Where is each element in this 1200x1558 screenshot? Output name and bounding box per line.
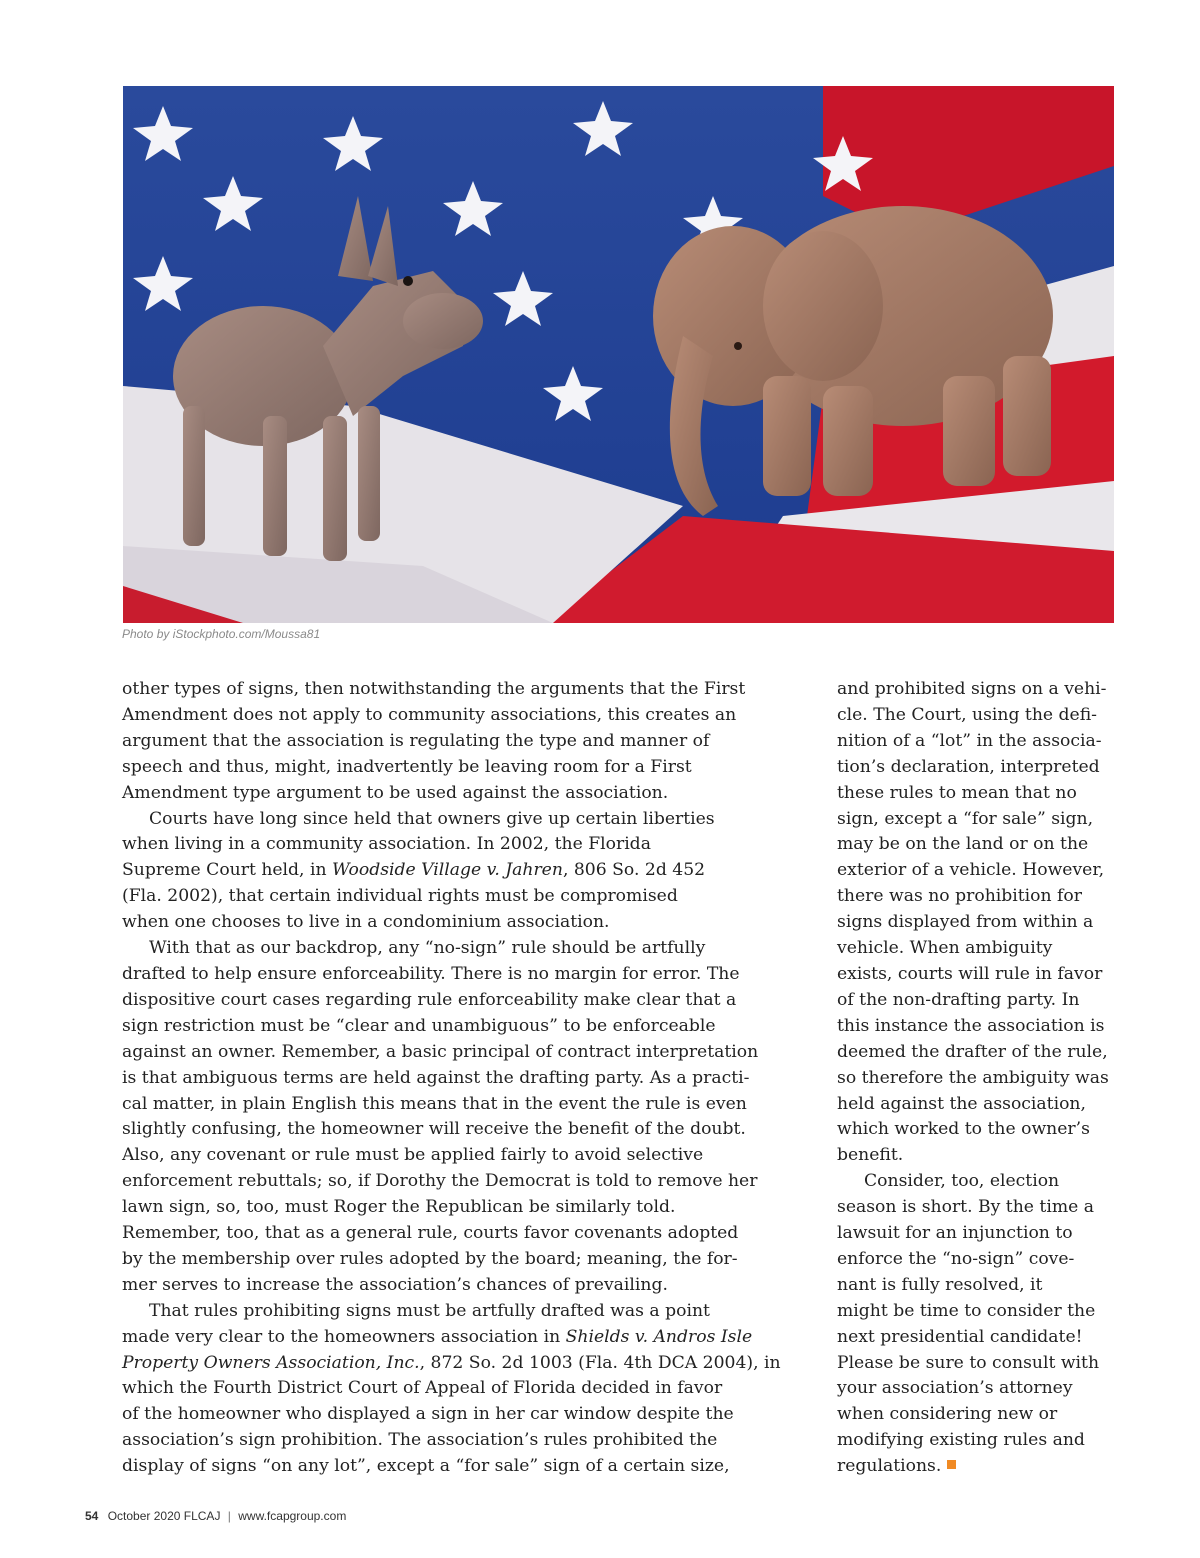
text-line: (Fla. 2002), that certain individual rights must be compromised (122, 886, 678, 907)
text-line: signs displayed from within a (837, 912, 1094, 933)
text-line: deemed the drafter of the rule, (837, 1041, 1108, 1062)
text-line: drafted to help ensure enforceability. There is no margin for error. The (122, 963, 740, 984)
text-line: when considering new or (837, 1404, 1058, 1425)
text-line: held against the association, (837, 1093, 1086, 1114)
article-column-right (837, 677, 1119, 1480)
paragraph (122, 807, 752, 937)
text-line: is that ambiguous terms are held against the drafting party. As a practi- (122, 1067, 750, 1088)
text-line: these rules to mean that no (837, 782, 1077, 803)
text-line: next presidential candidate! (837, 1326, 1083, 1347)
text-line: tion’s declaration, interpreted (837, 756, 1100, 777)
text-line: of the homeowner who displayed a sign in her car window despite the (122, 1404, 734, 1425)
photo-credit: Photo by iStockphoto.com/Moussa81 (122, 627, 321, 641)
paragraph (122, 936, 759, 1299)
issue-date: October 2020 (107, 1509, 181, 1523)
text-line: might be time to consider the (837, 1300, 1096, 1321)
text-line: may be on the land or on the (837, 834, 1089, 855)
text-line: mer serves to increase the association’s chances of prevailing. (122, 1274, 668, 1295)
article-photo (123, 86, 1114, 623)
case-citation: Woodside Village v. Jahren (332, 860, 563, 881)
paragraph (837, 1169, 1119, 1480)
text-line: nition of a “lot” in the associa- (837, 730, 1102, 751)
text-line: Also, any covenant or rule must be applied fairly to avoid selective (122, 1145, 704, 1166)
page-footer (85, 1509, 346, 1523)
text-line: modifying existing rules and (837, 1430, 1085, 1451)
text-line: there was no prohibition for (837, 886, 1082, 907)
page-number: 54 (85, 1509, 99, 1523)
text-line: Remember, too, that as a general rule, courts favor covenants adopted (122, 1223, 739, 1244)
text-line: display of signs “on any lot”, except a “for sale” sign of a certain size, (122, 1456, 730, 1477)
text-line (122, 1325, 752, 1351)
text-line: Please be sure to consult with (837, 1352, 1100, 1373)
text-line: enforce the “no-sign” cove- (837, 1248, 1075, 1269)
text-line: argument that the association is regulating the type and manner of (122, 730, 710, 751)
text-line: That rules prohibiting signs must be artfully drafted was a point (149, 1300, 710, 1321)
text-line (122, 1351, 781, 1377)
text-line: nant is fully resolved, it (837, 1274, 1043, 1295)
text-line: and prohibited signs on a vehi- (837, 679, 1107, 699)
text-segment: , 872 So. 2d 1003 (Fla. 4th DCA 2004), in (419, 1352, 781, 1373)
text-segment: , 806 So. 2d 452 (562, 860, 706, 881)
text-line: when one chooses to live in a condominium association. (122, 912, 610, 933)
text-line: slightly confusing, the homeowner will receive the benefit of the doubt. (122, 1119, 746, 1140)
text-line (122, 858, 752, 884)
footer-separator: | (227, 1509, 231, 1523)
text-line: other types of signs, then notwithstanding the arguments that the First (122, 679, 746, 699)
paragraph (122, 1299, 781, 1480)
text-line: which the Fourth District Court of Appeal of Florida decided in favor (122, 1378, 723, 1399)
text-line: sign, except a “for sale” sign, (837, 808, 1094, 829)
text-segment: regulations. (837, 1456, 942, 1477)
text-line: lawsuit for an injunction to (837, 1223, 1073, 1244)
text-line: dispositive court cases regarding rule enforceability make clear that a (122, 989, 737, 1010)
text-line: sign restriction must be “clear and unambiguous” to be enforceable (122, 1015, 716, 1036)
case-citation: Property Owners Association, Inc. (122, 1352, 420, 1373)
website-link[interactable]: www.fcapgroup.com (238, 1509, 347, 1523)
text-line: by the membership over rules adopted by the board; meaning, the for- (122, 1248, 738, 1269)
text-line: your association’s attorney (837, 1378, 1073, 1399)
text-line: exists, courts will rule in favor (837, 963, 1103, 984)
text-line: when living in a community association. In 2002, the Florida (122, 834, 651, 855)
text-line: this instance the association is (837, 1015, 1105, 1036)
text-line: against an owner. Remember, a basic principal of contract interpretation (122, 1041, 759, 1062)
article-column-left (122, 677, 781, 1480)
paragraph (122, 677, 752, 807)
text-line: exterior of a vehicle. However, (837, 860, 1105, 881)
paragraph (837, 677, 1119, 1169)
text-segment: Supreme Court held, in (122, 860, 333, 881)
text-line: cle. The Court, using the defi- (837, 704, 1097, 725)
text-line: Amendment does not apply to community associations, this creates an (122, 704, 737, 725)
text-line: association’s sign prohibition. The association’s rules prohibited the (122, 1430, 718, 1451)
text-line: which worked to the owner’s (837, 1119, 1090, 1140)
text-segment: made very clear to the homeowners association in (122, 1326, 566, 1347)
text-line (837, 1454, 1119, 1480)
end-of-article-mark (947, 1460, 956, 1469)
text-line: cal matter, in plain English this means that in the event the rule is even (122, 1093, 747, 1114)
text-line: season is short. By the time a (837, 1197, 1095, 1218)
text-line: of the non-drafting party. In (837, 989, 1080, 1010)
text-line: vehicle. When ambiguity (837, 938, 1053, 959)
publication-name: FLCAJ (183, 1509, 221, 1523)
text-line: benefit. (837, 1145, 904, 1166)
text-line: lawn sign, so, too, must Roger the Republican be similarly told. (122, 1197, 676, 1218)
text-line: speech and thus, might, inadvertently be leaving room for a First (122, 756, 692, 777)
text-line: Consider, too, election (864, 1171, 1060, 1192)
text-line: With that as our backdrop, any “no-sign” rule should be artfully (149, 938, 706, 959)
case-citation: Shields v. Andros Isle (565, 1326, 753, 1347)
text-line: enforcement rebuttals; so, if Dorothy the Democrat is told to remove her (122, 1171, 758, 1192)
text-line: Amendment type argument to be used against the association. (122, 782, 669, 803)
donkey-elephant-flag-image (123, 86, 1114, 623)
text-line: so therefore the ambiguity was (837, 1067, 1109, 1088)
text-line: Courts have long since held that owners give up certain liberties (149, 808, 715, 829)
